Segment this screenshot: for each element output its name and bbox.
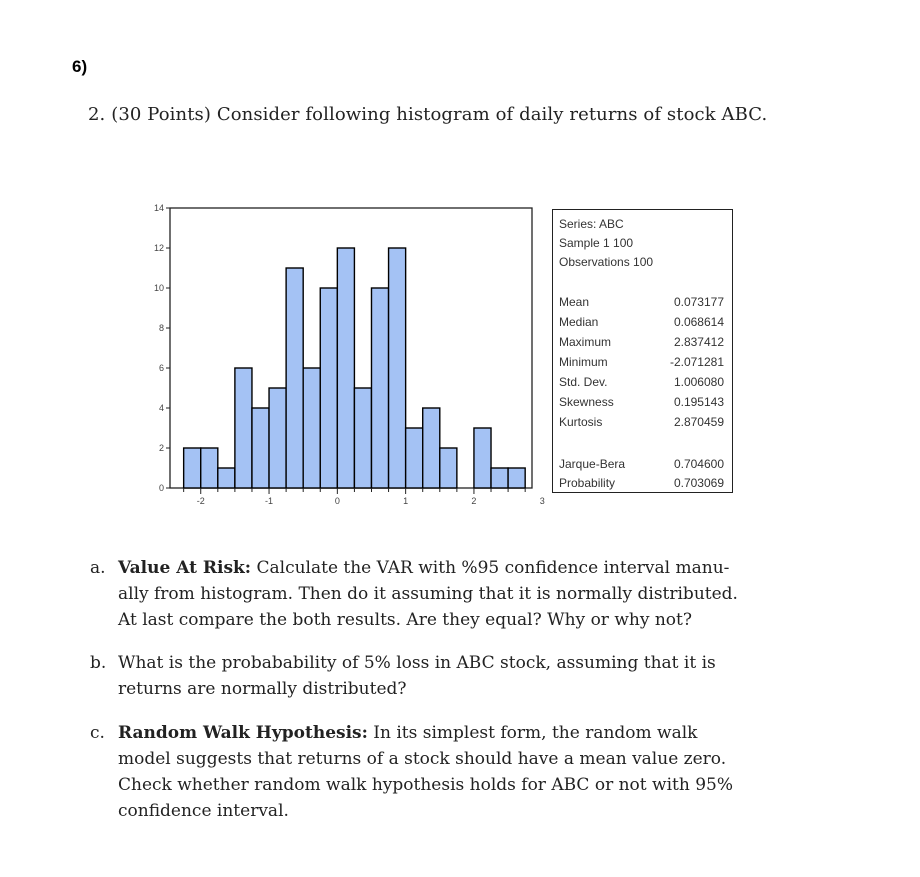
part-a-line3: At last compare the both results. Are they equal? Why or why not? xyxy=(118,610,692,630)
x-tick-label: 3 xyxy=(539,496,545,506)
stats-row-probability xyxy=(559,473,724,493)
y-tick-label: 4 xyxy=(158,403,164,413)
y-tick-label: 8 xyxy=(158,323,164,333)
histogram-bar xyxy=(269,388,286,488)
histogram-bar xyxy=(491,468,508,488)
stats-value: 2.870459 xyxy=(673,415,724,429)
question-intro: 2. (30 Points) Consider following histogram of daily returns of stock ABC. xyxy=(88,104,768,125)
y-tick-label: 6 xyxy=(158,363,164,373)
stats-row-minimum xyxy=(559,352,724,372)
stats-header-sample: Sample 1 100 xyxy=(559,236,634,250)
histogram-bar xyxy=(423,408,440,488)
histogram-bar xyxy=(286,268,303,488)
stats-row-median xyxy=(559,312,724,332)
stats-row-skewness xyxy=(559,392,724,412)
part-c xyxy=(90,720,820,824)
x-tick-label: 0 xyxy=(334,496,340,506)
part-c-body xyxy=(118,720,820,824)
part-c-text: In its simplest form, the random walk xyxy=(373,723,698,743)
part-b-line1: What is the probabability of 5% loss in ABC stock, assuming that it is xyxy=(118,653,716,673)
y-tick-label: 0 xyxy=(158,483,164,493)
y-tick-label: 12 xyxy=(153,243,164,253)
stats-row-jarque-bera xyxy=(559,454,724,474)
stats-label: Probability xyxy=(559,476,616,490)
y-tick-label: 14 xyxy=(153,203,164,213)
x-tick-label: 1 xyxy=(403,496,409,506)
stats-box xyxy=(552,209,733,493)
part-c-title: Random Walk Hypothesis: xyxy=(118,723,368,743)
histogram-bar xyxy=(337,248,354,488)
stats-value: 0.703069 xyxy=(673,476,724,490)
stats-value: -2.071281 xyxy=(669,355,724,369)
part-c-line2: model suggests that returns of a stock should have a mean value zero. xyxy=(118,749,727,769)
stats-label: Mean xyxy=(559,295,590,309)
histogram-bar xyxy=(201,448,218,488)
stats-value: 0.704600 xyxy=(673,457,724,471)
stats-row-mean xyxy=(559,292,724,312)
histogram-bar xyxy=(218,468,235,488)
histogram-bar xyxy=(354,388,371,488)
histogram-bar xyxy=(252,408,269,488)
y-tick-label: 2 xyxy=(158,443,164,453)
histogram-bar xyxy=(440,448,457,488)
part-a-title: Value At Risk: xyxy=(118,558,252,578)
part-a-text: Calculate the VAR with %95 confidence interval manu- xyxy=(256,558,730,578)
histogram-bar xyxy=(184,448,201,488)
part-c-line3: Check whether random walk hypothesis holds for ABC or not with 95% xyxy=(118,775,733,795)
stats-label: Median xyxy=(559,315,599,329)
part-letter: b. xyxy=(90,653,107,673)
stats-label: Maximum xyxy=(559,335,612,349)
stats-row-kurtosis xyxy=(559,412,724,432)
histogram-bar xyxy=(508,468,525,488)
part-letter: c. xyxy=(90,723,105,743)
stats-label: Kurtosis xyxy=(559,415,603,429)
x-tick-label: -2 xyxy=(196,496,205,506)
part-a-line2: ally from histogram. Then do it assuming that it is normally distributed. xyxy=(118,584,738,604)
stats-label: Skewness xyxy=(559,395,614,409)
stats-header-observations: Observations 100 xyxy=(559,255,654,269)
y-tick-label: 10 xyxy=(153,283,164,293)
stats-value: 0.068614 xyxy=(673,315,724,329)
stats-value: 2.837412 xyxy=(673,335,724,349)
stats-label: Std. Dev. xyxy=(559,375,608,389)
histogram-bar xyxy=(235,368,252,488)
part-a xyxy=(90,555,820,633)
stats-label: Minimum xyxy=(559,355,608,369)
histogram-bar xyxy=(406,428,423,488)
part-c-line4: confidence interval. xyxy=(118,801,289,821)
stats-value: 1.006080 xyxy=(673,375,724,389)
part-b-line2: returns are normally distributed? xyxy=(118,679,407,699)
stats-label: Jarque-Bera xyxy=(559,457,626,471)
part-letter: a. xyxy=(90,558,106,578)
x-tick-label: -1 xyxy=(265,496,274,506)
part-b-body xyxy=(118,650,820,702)
histogram-bar xyxy=(371,288,388,488)
question-number: 6) xyxy=(72,57,88,76)
stats-header-series: Series: ABC xyxy=(559,217,624,231)
histogram-bar xyxy=(320,288,337,488)
part-b xyxy=(90,650,820,702)
histogram-bar xyxy=(389,248,406,488)
stats-row-std-dev xyxy=(559,372,724,392)
part-a-body xyxy=(118,555,820,633)
stats-row-maximum xyxy=(559,332,724,352)
histogram-bar xyxy=(474,428,491,488)
histogram-chart xyxy=(140,200,545,520)
stats-value: 0.073177 xyxy=(673,295,724,309)
histogram-bar xyxy=(303,368,320,488)
x-tick-label: 2 xyxy=(471,496,477,506)
stats-value: 0.195143 xyxy=(673,395,724,409)
